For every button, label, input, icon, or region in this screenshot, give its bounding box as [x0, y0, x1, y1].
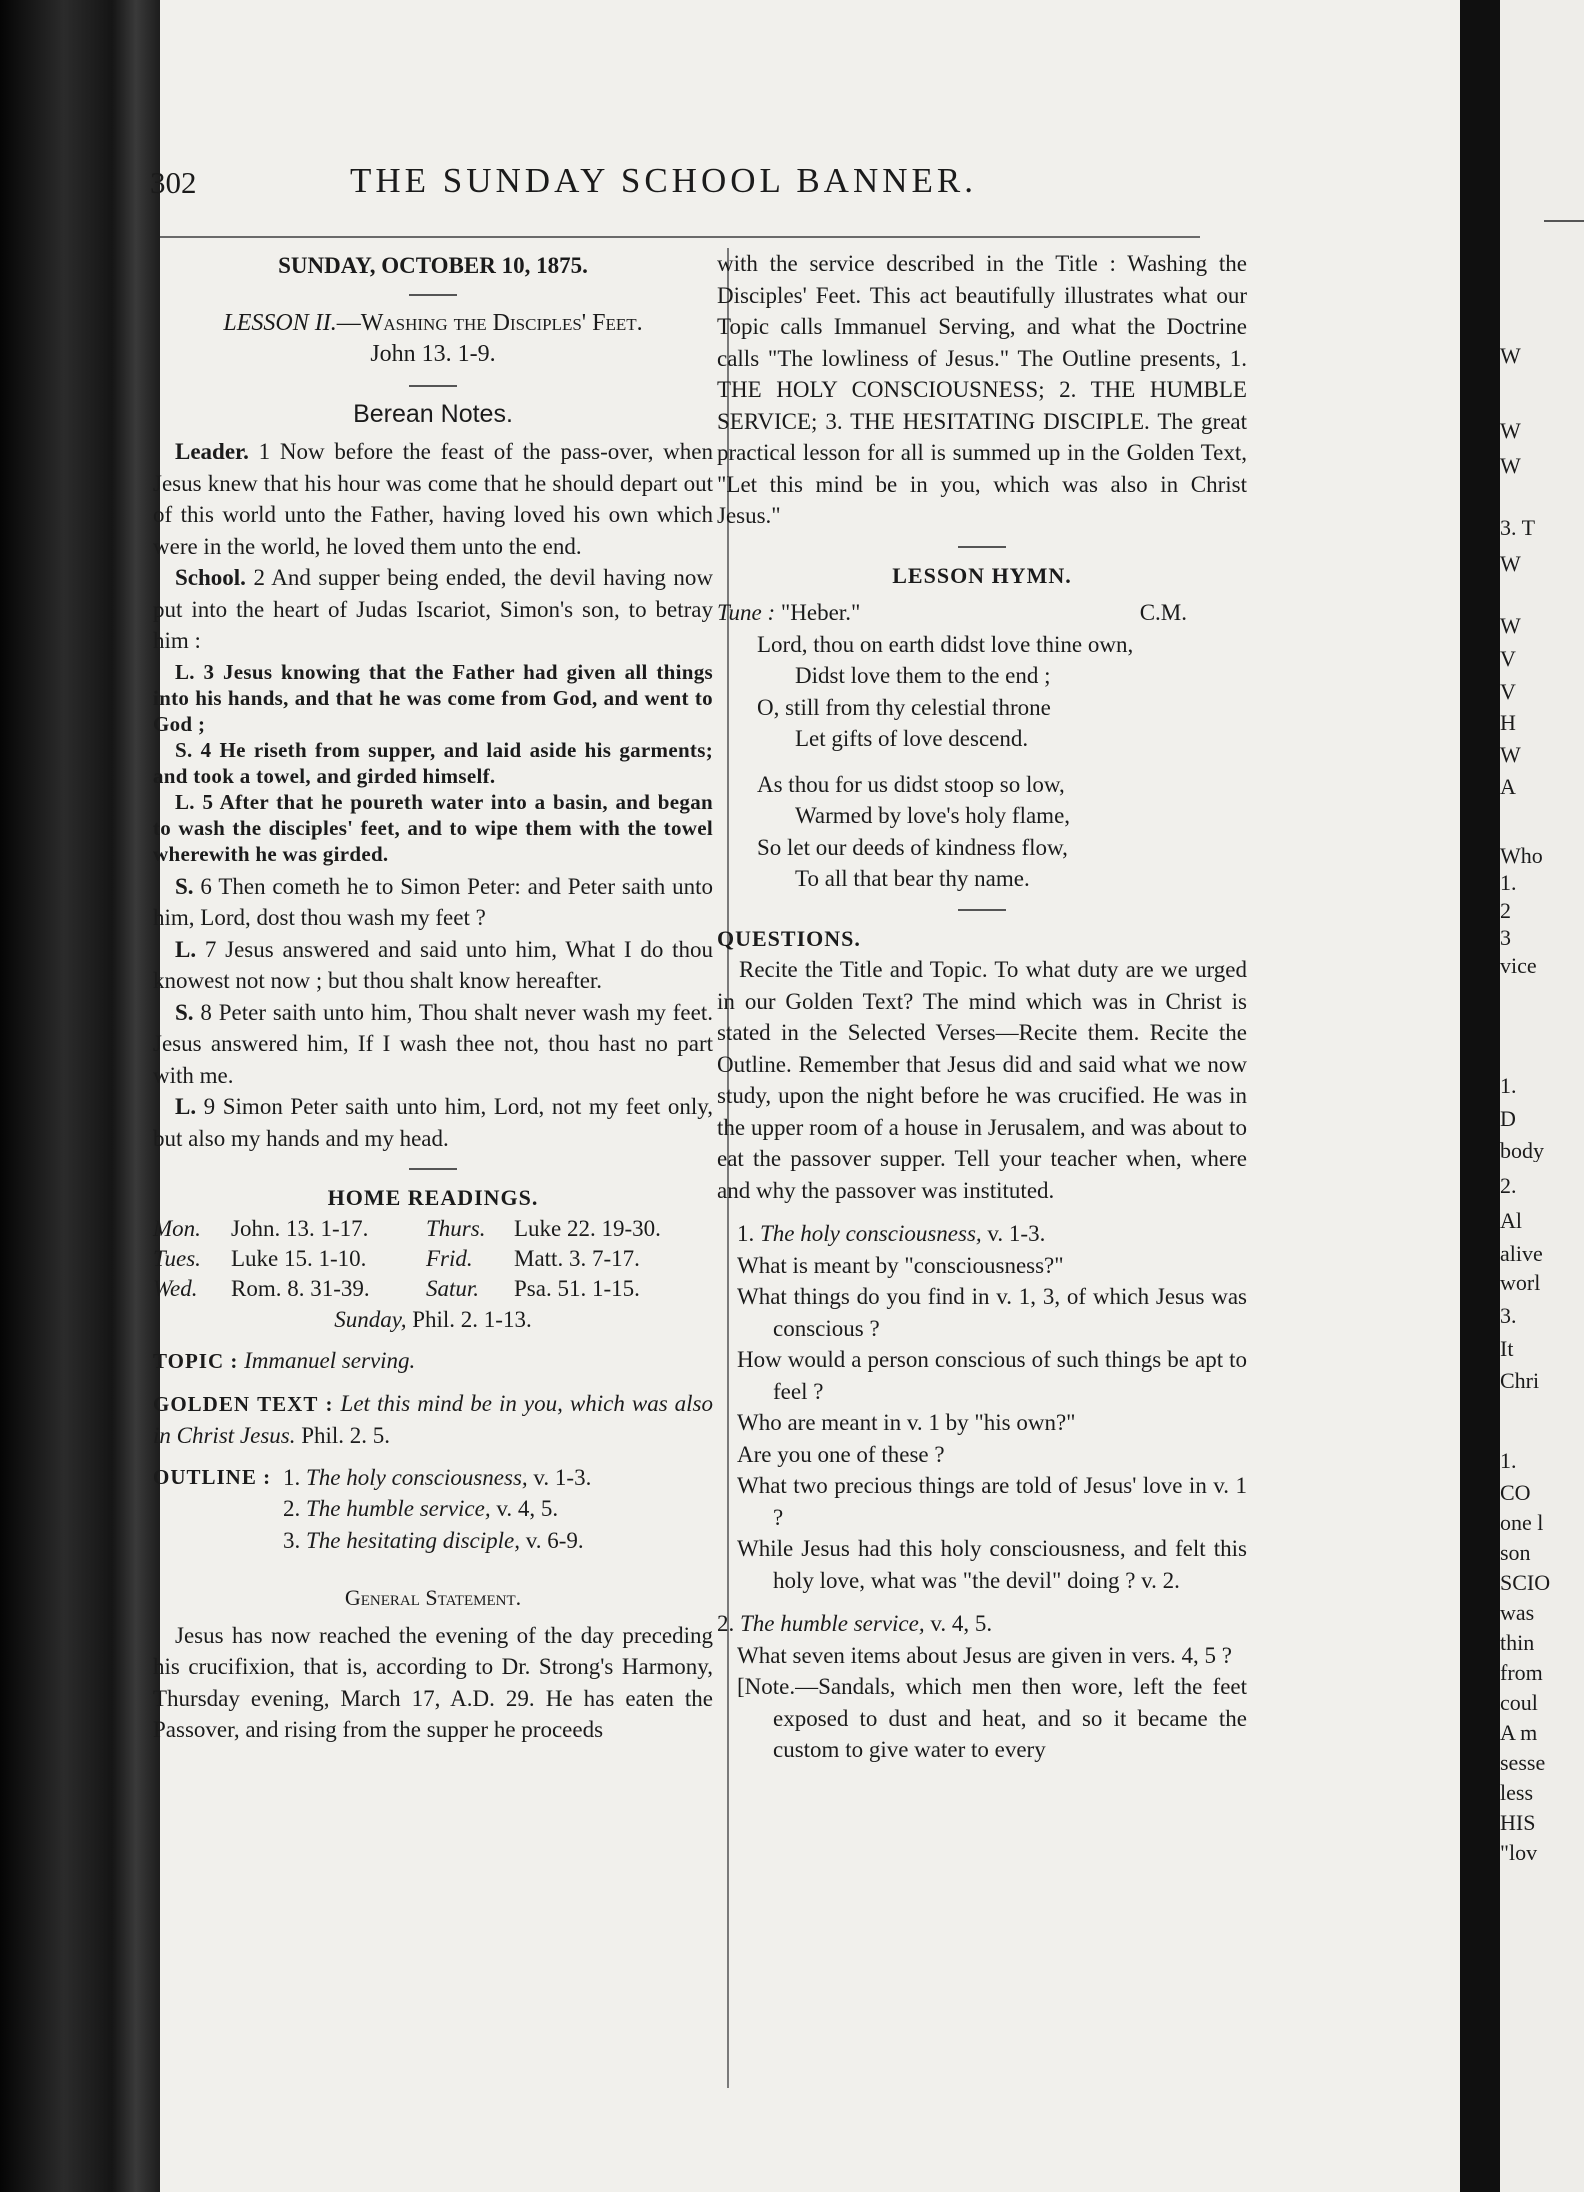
table-row — [153, 1214, 713, 1244]
hymn-stanza-1 — [717, 629, 1247, 755]
reading-ref: Psa. 51. 1-15. — [514, 1275, 640, 1301]
adjacent-page-fragment: D — [1500, 1108, 1516, 1130]
questions-intro: Recite the Title and Topic. To what duty are we urged in our Golden Text? The mind which was in Christ is stated in the Selected Verses—Recite them. Recite the Outline. Remember that Jesus did and said what we now study, upon the night before he was crucified. He was in the upper room of a house in Jerusalem, and was about to eat the passover supper. Tell your teacher when, where and why the passover was instituted. — [717, 957, 1247, 1203]
reading-day: Frid. — [426, 1245, 473, 1271]
verse-7 — [153, 934, 713, 997]
verse-label: Leader. — [175, 439, 249, 464]
verse-text: He riseth from supper, and laid aside his garments; and took a towel, and girded himself. — [153, 737, 713, 788]
verse-9 — [153, 1091, 713, 1154]
running-title: THE SUNDAY SCHOOL BANNER. — [350, 161, 977, 200]
table-row — [153, 1274, 713, 1304]
verse-3 — [153, 659, 713, 737]
adjacent-page-fragment: 3. — [1500, 1305, 1517, 1327]
adjacent-page-fragment: one l — [1500, 1512, 1544, 1534]
verse-label: School. — [175, 565, 246, 590]
hymn-line: O, still from thy celestial throne — [757, 694, 1051, 720]
question: What two precious things are told of Jesus' love in v. 1 ? — [737, 1473, 1247, 1530]
hymn-line: So let our deeds of kindness flow, — [757, 834, 1068, 860]
verse-text: Jesus knowing that the Father had given all things into his hands, and that he was come from God, and went to God ; — [153, 659, 713, 736]
adjacent-page-fragment: V — [1500, 648, 1516, 670]
reading-ref: Luke 22. 19-30. — [514, 1215, 661, 1241]
adjacent-page-fragment: worl — [1500, 1272, 1541, 1294]
divider — [409, 1168, 457, 1170]
adjacent-page-fragment: body — [1500, 1140, 1544, 1162]
lesson-heading — [153, 308, 713, 340]
adjacent-page-fragment: 1. — [1500, 872, 1517, 894]
questions-heading: QUESTIONS. — [717, 925, 861, 951]
topic — [153, 1345, 713, 1378]
reading-day: Satur. — [426, 1275, 480, 1301]
lesson-title: —Washing the Disciples' Feet. — [336, 309, 643, 336]
verse-text: 8 Peter saith unto him, Thou shalt never wash my feet. Jesus answered him, If I wash thee not, thou hast no part with me. — [153, 999, 713, 1088]
adjacent-page-fragment: 2. — [1500, 1175, 1517, 1197]
adjacent-page-fragment: from — [1500, 1662, 1543, 1684]
hymn-line: To all that bear thy name. — [795, 866, 1030, 891]
lesson-date: SUNDAY, OCTOBER 10, 1875. — [278, 253, 588, 278]
adjacent-page-fragment: was — [1500, 1602, 1535, 1624]
question: How would a person conscious of such things be apt to feel ? — [737, 1347, 1247, 1404]
verse-8 — [153, 997, 713, 1092]
hymn-line: Didst love them to the end ; — [795, 663, 1051, 688]
adjacent-page-fragment: Who — [1500, 845, 1543, 867]
question: While Jesus had this holy consciousness, and felt this holy love, what was "the devil" doing ? v. 2. — [737, 1536, 1247, 1593]
reading-day: Thurs. — [426, 1215, 486, 1241]
statement-continuation: with the service described in the Title : Washing the Disciples' Feet. This act beautifully illustrates what our Topic calls Immanuel Serving, and what the Doctrine calls "The lowliness of Jesus." The Outline presents, 1. THE HOLY CONSCIOUSNESS; 2. THE HUMBLE SERVICE; 3. THE HESITATING DISCIPLE. The great practical lesson for all is summed up in the Golden Text, "Let this mind be in you, which was also in Christ Jesus." — [717, 251, 1247, 528]
page-header — [150, 161, 1190, 215]
hymn-line: Warmed by love's holy flame, — [795, 803, 1071, 828]
hymn-heading: LESSON HYMN. — [892, 562, 1072, 588]
adjacent-page-fragment: It — [1500, 1338, 1514, 1360]
verse-text: 9 Simon Peter saith unto him, Lord, not my feet only, but also my hands and my head. — [153, 1094, 713, 1151]
golden-text-label: GOLDEN TEXT : — [153, 1391, 334, 1416]
hymn-meter: C.M. — [1139, 600, 1187, 625]
verse-label: L. — [175, 936, 197, 962]
hymn-line: As thou for us didst stoop so low, — [757, 771, 1065, 797]
question: Are you one of these ? — [737, 1441, 945, 1467]
verse-label: S. — [175, 999, 194, 1025]
adjacent-page-fragment: W — [1500, 455, 1521, 477]
general-statement: Jesus has now reached the evening of the day preceding his crucifixion, that is, according to Dr. Strong's Harmony, Thursday evening, March 17, A.D. 29. He has eaten the Passover, and rising from the supper he proceeds — [153, 1622, 713, 1742]
section-1-heading: 1. The holy consciousness, v. 1-3. — [737, 1221, 1046, 1246]
home-readings-heading: HOME READINGS. — [327, 1185, 539, 1210]
adjacent-page-fragment: W — [1500, 345, 1521, 367]
reading-day: Sunday, — [334, 1306, 407, 1332]
tune-name: "Heber." — [780, 600, 861, 625]
verse-5 — [153, 789, 713, 867]
adjacent-page-fragment: V — [1500, 681, 1516, 703]
adjacent-page-fragment: W — [1500, 553, 1521, 575]
verse-1 — [153, 436, 713, 562]
section-1-questions — [717, 1250, 1247, 1597]
reading-day: Wed. — [153, 1275, 198, 1301]
golden-text-ref: Phil. 2. 5. — [301, 1423, 391, 1448]
verse-label: L. — [175, 1094, 197, 1119]
book-binding — [0, 0, 160, 2192]
left-column — [153, 248, 713, 1746]
divider — [958, 909, 1006, 911]
outline-items — [283, 1462, 591, 1557]
lesson-label: LESSON II. — [223, 309, 337, 336]
verse-label: S. 4 — [175, 737, 212, 762]
section-2-heading: 2. The humble service, v. 4, 5. — [717, 1611, 993, 1636]
tune — [717, 597, 860, 629]
adjacent-page-fragment: A m — [1500, 1722, 1538, 1744]
adjacent-page-fragment: sesse — [1500, 1752, 1546, 1774]
adjacent-page-fragment: W — [1500, 420, 1521, 442]
reading-day: Mon. — [153, 1215, 201, 1241]
adjacent-page-edge — [1500, 0, 1584, 2192]
sunday-reading — [153, 1304, 713, 1336]
adjacent-page-fragment: coul — [1500, 1692, 1538, 1714]
notes-heading: Berean Notes. — [353, 399, 513, 428]
hymn-line: Lord, thou on earth didst love thine own, — [757, 631, 1134, 657]
adjacent-page-fragment: 3. T — [1500, 517, 1536, 539]
tune-label: Tune : — [717, 600, 776, 625]
topic-label: TOPIC : — [153, 1349, 239, 1373]
general-statement-heading: General Statement. — [344, 1585, 522, 1610]
adjacent-page-fragment: 2 — [1500, 900, 1511, 922]
note: [Note.—Sandals, which men then wore, left the feet exposed to dust and heat, and so it became the custom to give water to every — [737, 1674, 1247, 1762]
section-2-questions — [717, 1640, 1247, 1766]
topic-text: Immanuel serving. — [244, 1348, 416, 1373]
verse-text: 7 Jesus answered and said unto him, What I do thou knowest not now ; but thou shalt know hereafter. — [153, 936, 713, 993]
adjacent-page-fragment: W — [1500, 744, 1521, 766]
adjacent-page-fragment: CO — [1500, 1482, 1531, 1504]
adjacent-page-fragment: A — [1500, 776, 1516, 798]
adjacent-page-fragment: son — [1500, 1542, 1531, 1564]
verse-text: After that he poureth water into a basin, and began to wash the disciples' feet, and to wipe them with the towel wherewith he was girded. — [153, 789, 713, 866]
tune-line — [717, 597, 1247, 629]
verse-label: L. 3 — [175, 659, 215, 684]
verse-label: L. 5 — [175, 789, 214, 814]
verse-text: 6 Then cometh he to Simon Peter: and Peter saith unto him, Lord, dost thou wash my feet ? — [153, 873, 713, 930]
reading-ref: John. 13. 1-17. — [231, 1215, 369, 1241]
adjacent-page-fragment: 1. — [1500, 1450, 1517, 1472]
golden-text-body: Let this mind be in you, which was also in Christ Jesus. — [153, 1390, 714, 1448]
adjacent-page-fragment: Al — [1500, 1210, 1522, 1232]
page-gutter — [1460, 0, 1500, 2192]
question: What seven items about Jesus are given in vers. 4, 5 ? — [737, 1642, 1233, 1668]
hymn-stanza-2 — [717, 769, 1247, 895]
reading-ref: Rom. 8. 31-39. — [231, 1275, 370, 1301]
question: What is meant by "consciousness?" — [737, 1252, 1064, 1278]
verse-2 — [153, 562, 713, 657]
table-row — [153, 1244, 713, 1274]
reading-ref: Luke 15. 1-10. — [231, 1245, 367, 1271]
adjacent-page-fragment: H — [1500, 712, 1516, 734]
adjacent-page-fragment: Chri — [1500, 1370, 1540, 1392]
header-rule — [160, 236, 1200, 238]
adjacent-page-fragment: SCIO — [1500, 1572, 1551, 1594]
outline-item: 1. The holy consciousness, v. 1-3. — [283, 1464, 592, 1490]
verse-text: 1 Now before the feast of the pass-over, when Jesus knew that his hour was come that he should depart out of this world unto the Father, having loved his own which were in the world, he loved them unto the end. — [153, 439, 713, 559]
reading-ref: Matt. 3. 7-17. — [514, 1245, 640, 1271]
adjacent-page-rule — [1544, 220, 1584, 222]
adjacent-page-fragment: alive — [1500, 1243, 1543, 1265]
hymn-line: Let gifts of love descend. — [795, 726, 1029, 751]
page-number: 302 — [150, 165, 197, 200]
adjacent-page-fragment: less — [1500, 1782, 1533, 1804]
adjacent-page-fragment: 1. — [1500, 1075, 1517, 1097]
outline-item: 3. The hesitating disciple, v. 6-9. — [283, 1527, 584, 1553]
lesson-reference: John 13. 1-9. — [370, 341, 496, 367]
verse-label: S. — [175, 873, 194, 899]
adjacent-page-fragment: 3 — [1500, 927, 1511, 949]
outline — [153, 1462, 713, 1557]
question: Who are meant in v. 1 by "his own?" — [737, 1410, 1076, 1435]
golden-text — [153, 1388, 713, 1452]
adjacent-page-fragment: W — [1500, 615, 1521, 637]
outline-item: 2. The humble service, v. 4, 5. — [283, 1496, 559, 1521]
adjacent-page-fragment: thin — [1500, 1632, 1535, 1654]
divider — [409, 385, 457, 387]
home-readings-table — [153, 1214, 713, 1304]
divider — [409, 294, 457, 296]
verse-4 — [153, 737, 713, 789]
reading-ref: Phil. 2. 1-13. — [412, 1306, 532, 1332]
verse-text: 2 And supper being ended, the devil having now put into the heart of Judas Iscariot, Simon's son, to betray him : — [153, 565, 713, 653]
question: What things do you find in v. 1, 3, of which Jesus was conscious ? — [737, 1284, 1247, 1341]
outline-label: OUTLINE : — [153, 1464, 272, 1489]
divider — [958, 546, 1006, 548]
adjacent-page-fragment: "lov — [1500, 1842, 1538, 1864]
adjacent-page-fragment: HIS — [1500, 1812, 1536, 1834]
right-column — [717, 248, 1247, 1766]
adjacent-page-fragment: vice — [1500, 955, 1537, 977]
verse-6 — [153, 871, 713, 934]
reading-day: Tues. — [153, 1245, 201, 1271]
